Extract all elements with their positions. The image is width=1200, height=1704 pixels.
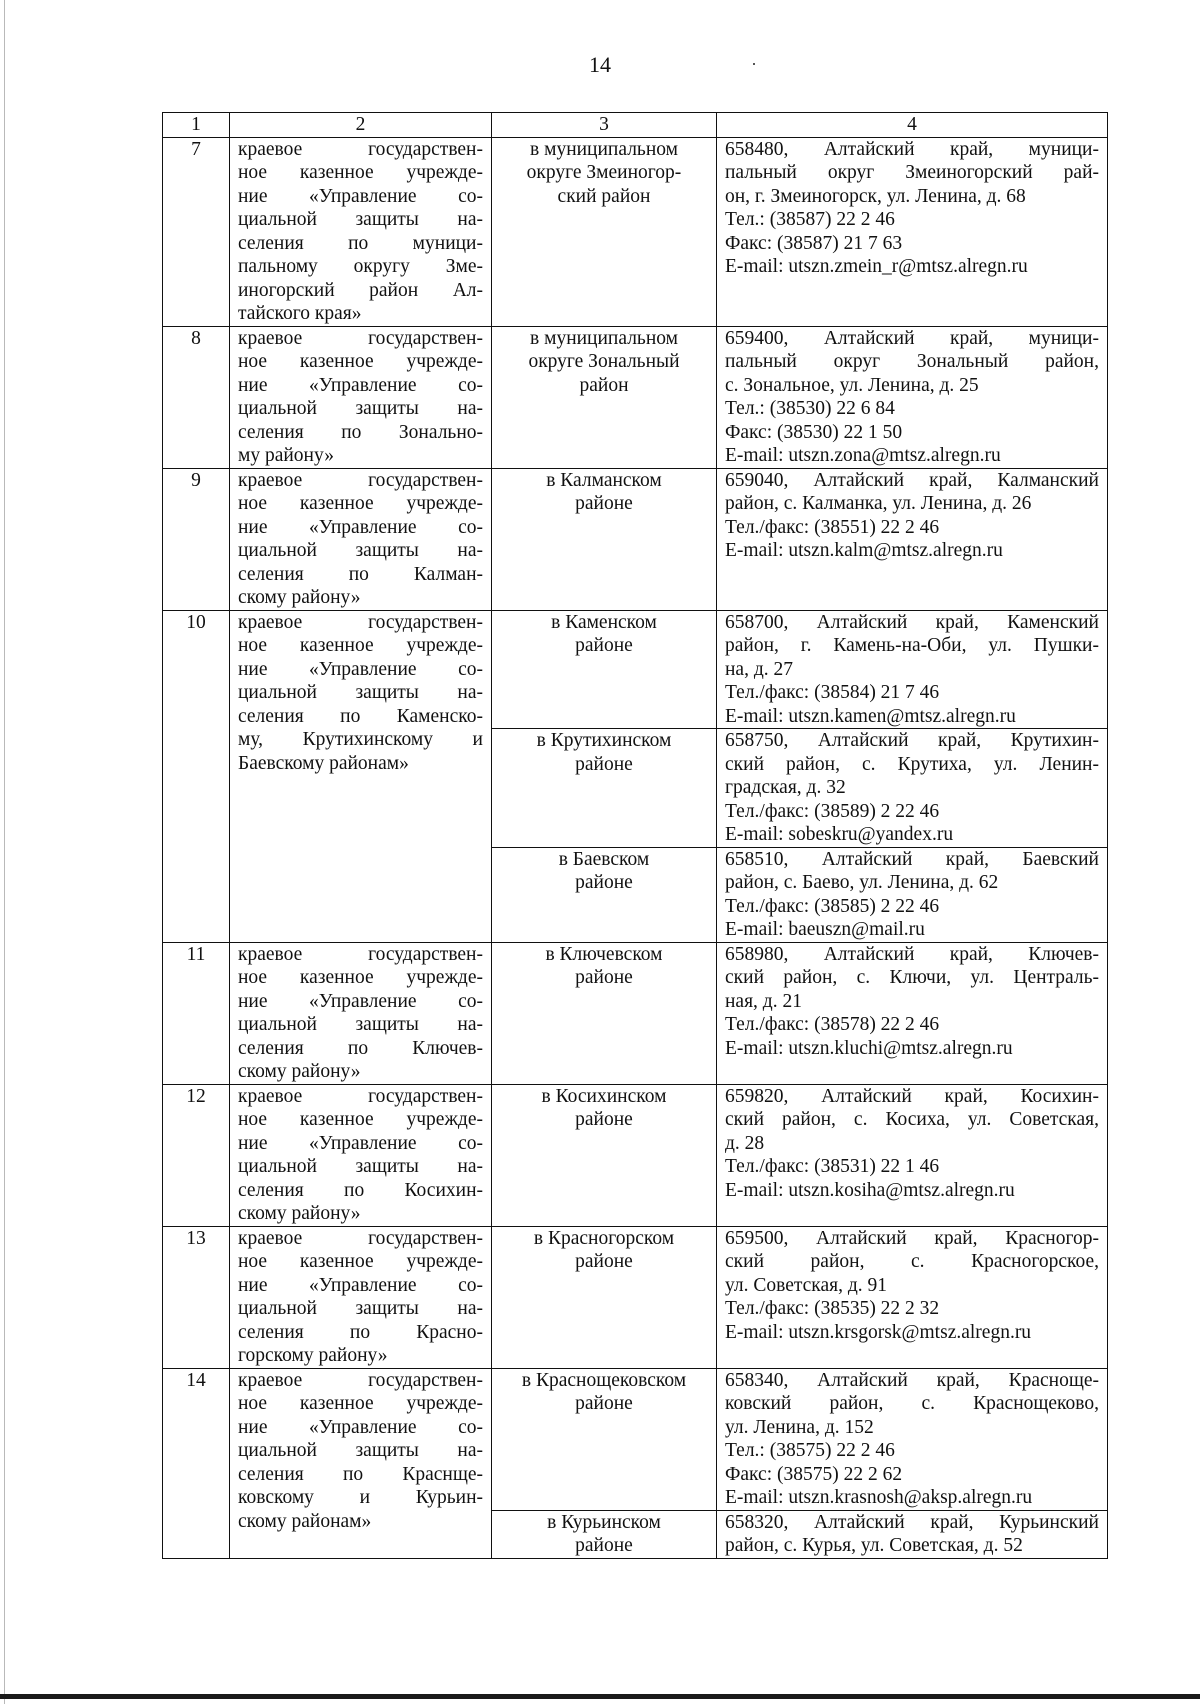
row-number: 7	[163, 137, 230, 326]
text-line: Факс: (38575) 22 2 62	[725, 1463, 903, 1485]
institution-name	[230, 468, 492, 610]
text-line: Тел./факс: (38584) 21 7 46	[725, 682, 940, 703]
table-header-row	[163, 113, 1108, 138]
text-line: циальной защиты на-	[238, 682, 483, 703]
text-line: 658700, Алтайский край, Каменский	[725, 611, 1099, 633]
branch-address	[717, 1226, 1108, 1368]
text-line: д. 28	[725, 1132, 765, 1154]
text-line: в Краснощековском	[521, 1369, 687, 1391]
text-line: селения по Ключев-	[238, 1037, 483, 1059]
column-header-2: 2	[230, 113, 492, 138]
text-line: Баевскому районам»	[238, 752, 409, 774]
text-line: в Курьинском	[547, 1511, 661, 1533]
text-line: Факс: (38587) 21 7 63	[725, 232, 903, 254]
text-line: краевое государствен-	[238, 611, 483, 633]
text-line: ние «Управление со-	[238, 1274, 483, 1296]
text-line: Факс: (38530) 22 1 50	[725, 421, 903, 443]
text-line: в муниципальном	[530, 138, 678, 160]
branch-location	[492, 137, 717, 326]
branch-location	[492, 729, 717, 848]
text-line: ние «Управление со-	[238, 658, 483, 680]
text-line: E-mail: utszn.kluchi@mtsz.alregn.ru	[725, 1037, 1013, 1059]
branch-address	[717, 942, 1108, 1084]
text-line: скому району»	[238, 1061, 361, 1082]
text-line: E-mail: utszn.zmein_r@mtsz.alregn.ru	[725, 256, 1028, 277]
text-line: Тел.: (38587) 22 2 46	[725, 209, 895, 230]
text-line: 658980, Алтайский край, Ключев-	[725, 943, 1099, 965]
institution-name	[230, 326, 492, 468]
text-line: краевое государствен-	[238, 327, 483, 349]
text-line: район, г. Камень-на-Оби, ул. Пушки-	[725, 635, 1099, 656]
text-line: ние «Управление со-	[238, 1132, 483, 1154]
table-row	[163, 1226, 1108, 1368]
column-header-4: 4	[717, 113, 1108, 138]
text-line: ский район	[557, 185, 651, 207]
text-line: Тел./факс: (38535) 22 2 32	[725, 1298, 940, 1319]
branch-address	[717, 610, 1108, 729]
institution-name	[230, 1226, 492, 1368]
text-line: пальный округ Зональный район,	[725, 351, 1099, 372]
branch-location	[492, 1084, 717, 1226]
branch-location	[492, 942, 717, 1084]
institution-name	[230, 1084, 492, 1226]
text-line: в Красногорском	[533, 1227, 675, 1249]
row-number: 13	[163, 1226, 230, 1368]
text-line: 659500, Алтайский край, Красногор-	[725, 1227, 1099, 1249]
institution-name	[230, 610, 492, 942]
text-line: циальной защиты на-	[238, 209, 483, 230]
text-line: район, с. Курья, ул. Советская, д. 52	[725, 1535, 1023, 1556]
text-line: селения по Косихин-	[238, 1179, 483, 1201]
row-number: 14	[163, 1368, 230, 1558]
branch-location	[492, 1226, 717, 1368]
scan-bottom-bar	[0, 1694, 1200, 1699]
row-number: 10	[163, 610, 230, 942]
text-line: Тел./факс: (38531) 22 1 46	[725, 1156, 940, 1177]
text-line: пальный округ Змеиногорский рай-	[725, 162, 1099, 183]
branch-address	[717, 1510, 1108, 1558]
text-line: краевое государствен-	[238, 943, 483, 965]
text-line: ное казенное учрежде-	[238, 1109, 483, 1130]
text-line: краевое государствен-	[238, 469, 483, 491]
text-line: E-mail: utszn.krsgorsk@mtsz.alregn.ru	[725, 1321, 1032, 1343]
text-line: Тел./факс: (38578) 22 2 46	[725, 1014, 940, 1035]
branch-address	[717, 326, 1108, 468]
text-line: в Ключевском	[545, 943, 663, 965]
text-line: ние «Управление со-	[238, 990, 483, 1012]
text-line: 658320, Алтайский край, Курьинский	[725, 1511, 1099, 1533]
text-line: ский район, с. Ключи, ул. Централь-	[725, 967, 1099, 988]
text-line: ние «Управление со-	[238, 1416, 483, 1438]
text-line: скому району»	[238, 587, 361, 608]
text-line: в муниципальном	[530, 327, 678, 349]
text-line: районе	[575, 872, 633, 893]
text-line: район, с. Баево, ул. Ленина, д. 62	[725, 872, 999, 893]
text-line: E-mail: utszn.kosiha@mtsz.alregn.ru	[725, 1179, 1015, 1201]
text-line: районе	[575, 1251, 633, 1272]
text-line: на, д. 27	[725, 658, 794, 680]
text-line: районе	[575, 1109, 633, 1130]
column-header-1: 1	[163, 113, 230, 138]
text-line: E-mail: utszn.kamen@mtsz.alregn.ru	[725, 705, 1016, 727]
text-line: ковский район, с. Краснощеково,	[725, 1393, 1099, 1414]
text-line: район	[579, 374, 629, 396]
text-line: краевое государствен-	[238, 1085, 483, 1107]
branch-address	[717, 137, 1108, 326]
text-line: ский район, с. Крутиха, ул. Ленин-	[725, 753, 1099, 775]
text-line: селения по Краснще-	[238, 1463, 483, 1485]
institution-name	[230, 942, 492, 1084]
text-line: ное казенное учрежде-	[238, 1251, 483, 1272]
row-number: 11	[163, 942, 230, 1084]
branch-location	[492, 326, 717, 468]
branch-location	[492, 1510, 717, 1558]
text-line: 658750, Алтайский край, Крутихин-	[725, 730, 1099, 751]
text-line: в Крутихинском	[536, 730, 672, 751]
text-line: пальному округу Зме-	[238, 256, 483, 277]
text-line: ние «Управление со-	[238, 516, 483, 538]
text-line: 659400, Алтайский край, муници-	[725, 327, 1099, 349]
text-line: селения по Калман-	[238, 563, 483, 585]
text-line: ковскому и Курьин-	[238, 1487, 483, 1508]
text-line: краевое государствен-	[238, 1369, 483, 1391]
text-line: ский район, с. Красногорское,	[725, 1251, 1099, 1272]
text-line: градская, д. 32	[725, 777, 846, 798]
text-line: ное казенное учрежде-	[238, 967, 483, 988]
text-line: 658510, Алтайский край, Баевский	[725, 848, 1099, 870]
institution-name	[230, 1368, 492, 1558]
text-line: циальной защиты на-	[238, 1298, 483, 1319]
text-line: ул. Ленина, д. 152	[725, 1416, 874, 1438]
text-line: Тел./факс: (38551) 22 2 46	[725, 516, 940, 538]
text-line: ский район, с. Косиха, ул. Советская,	[725, 1109, 1099, 1130]
text-line: районе	[575, 753, 633, 775]
text-line: циальной защиты на-	[238, 1156, 483, 1177]
table-row	[163, 1084, 1108, 1226]
institution-name	[230, 137, 492, 326]
text-line: ние «Управление со-	[238, 374, 483, 396]
text-line: 659820, Алтайский край, Косихин-	[725, 1085, 1099, 1107]
branch-address	[717, 468, 1108, 610]
row-number: 8	[163, 326, 230, 468]
text-line: он, г. Змеиногорск, ул. Ленина, д. 68	[725, 185, 1026, 207]
text-line: 659040, Алтайский край, Калманский	[725, 469, 1099, 491]
branch-location	[492, 610, 717, 729]
institutions-table	[162, 112, 1108, 1559]
text-line: в Косихинском	[541, 1085, 667, 1107]
text-line: селения по Каменско-	[238, 705, 483, 727]
text-line: краевое государствен-	[238, 138, 483, 160]
text-line: тайского края»	[238, 303, 362, 324]
text-line: 658340, Алтайский край, Красноще-	[725, 1369, 1099, 1391]
text-line: иногорский район Ал-	[238, 279, 483, 301]
page-number: 14	[589, 52, 611, 77]
text-line: циальной защиты на-	[238, 398, 483, 419]
text-line: район, с. Калманка, ул. Ленина, д. 26	[725, 493, 1032, 514]
text-line: Тел./факс: (38585) 2 22 46	[725, 895, 940, 917]
text-line: ул. Советская, д. 91	[725, 1274, 888, 1296]
text-line: округе Змеиногор-	[526, 162, 682, 183]
table-row	[163, 1368, 1108, 1510]
branch-address	[717, 1368, 1108, 1510]
branch-location	[492, 468, 717, 610]
text-line: ное казенное учрежде-	[238, 635, 483, 656]
table-row	[163, 137, 1108, 326]
text-line: краевое государствен-	[238, 1227, 483, 1249]
text-line: ние «Управление со-	[238, 185, 483, 207]
text-line: ное казенное учрежде-	[238, 162, 483, 183]
text-line: районе	[575, 493, 633, 514]
text-line: районе	[575, 967, 633, 988]
table-row	[163, 942, 1108, 1084]
table-body	[163, 113, 1108, 1559]
text-line: ное казенное учрежде-	[238, 493, 483, 514]
text-line: селения по Зонально-	[238, 421, 483, 443]
row-number: 12	[163, 1084, 230, 1226]
text-line: округе Зональный	[528, 351, 680, 372]
text-line: E-mail: utszn.zona@mtsz.alregn.ru	[725, 445, 1001, 466]
text-line: Тел./факс: (38589) 2 22 46	[725, 800, 940, 822]
column-header-3: 3	[492, 113, 717, 138]
text-line: районе	[575, 1535, 633, 1556]
text-line: Тел.: (38575) 22 2 46	[725, 1440, 895, 1461]
text-line: му району»	[238, 445, 334, 466]
text-line: с. Зональное, ул. Ленина, д. 25	[725, 374, 979, 396]
text-line: E-mail: utszn.kalm@mtsz.alregn.ru	[725, 540, 1003, 561]
scan-left-edge	[4, 0, 5, 1704]
text-line: E-mail: utszn.krasnosh@aksp.alregn.ru	[725, 1487, 1033, 1508]
branch-address	[717, 847, 1108, 942]
table-row	[163, 610, 1108, 729]
text-line: горскому району»	[238, 1345, 388, 1366]
text-line: районе	[575, 635, 633, 656]
text-line: селения по муници-	[238, 232, 483, 254]
text-line: му, Крутихинскому и	[238, 729, 483, 750]
text-line: ное казенное учрежде-	[238, 1393, 483, 1414]
text-line: E-mail: sobeskru@yandex.ru	[725, 824, 954, 845]
table-row	[163, 468, 1108, 610]
branch-address	[717, 729, 1108, 848]
text-line: ная, д. 21	[725, 990, 802, 1012]
text-line: районе	[575, 1393, 633, 1414]
branch-location	[492, 1368, 717, 1510]
text-line: Тел.: (38530) 22 6 84	[725, 398, 895, 419]
text-line: в Калманском	[546, 469, 662, 491]
text-line: селения по Красно-	[238, 1321, 483, 1343]
text-line: 658480, Алтайский край, муници-	[725, 138, 1099, 160]
text-line: скому районам»	[238, 1510, 372, 1532]
text-line: в Баевском	[558, 848, 650, 870]
text-line: скому району»	[238, 1203, 361, 1224]
text-line: в Каменском	[551, 611, 657, 633]
text-line: циальной защиты на-	[238, 1440, 483, 1461]
text-line: циальной защиты на-	[238, 1014, 483, 1035]
text-line: циальной защиты на-	[238, 540, 483, 561]
row-number: 9	[163, 468, 230, 610]
table-row	[163, 326, 1108, 468]
text-line: ное казенное учрежде-	[238, 351, 483, 372]
text-line: E-mail: baeuszn@mail.ru	[725, 919, 925, 940]
branch-location	[492, 847, 717, 942]
branch-address	[717, 1084, 1108, 1226]
